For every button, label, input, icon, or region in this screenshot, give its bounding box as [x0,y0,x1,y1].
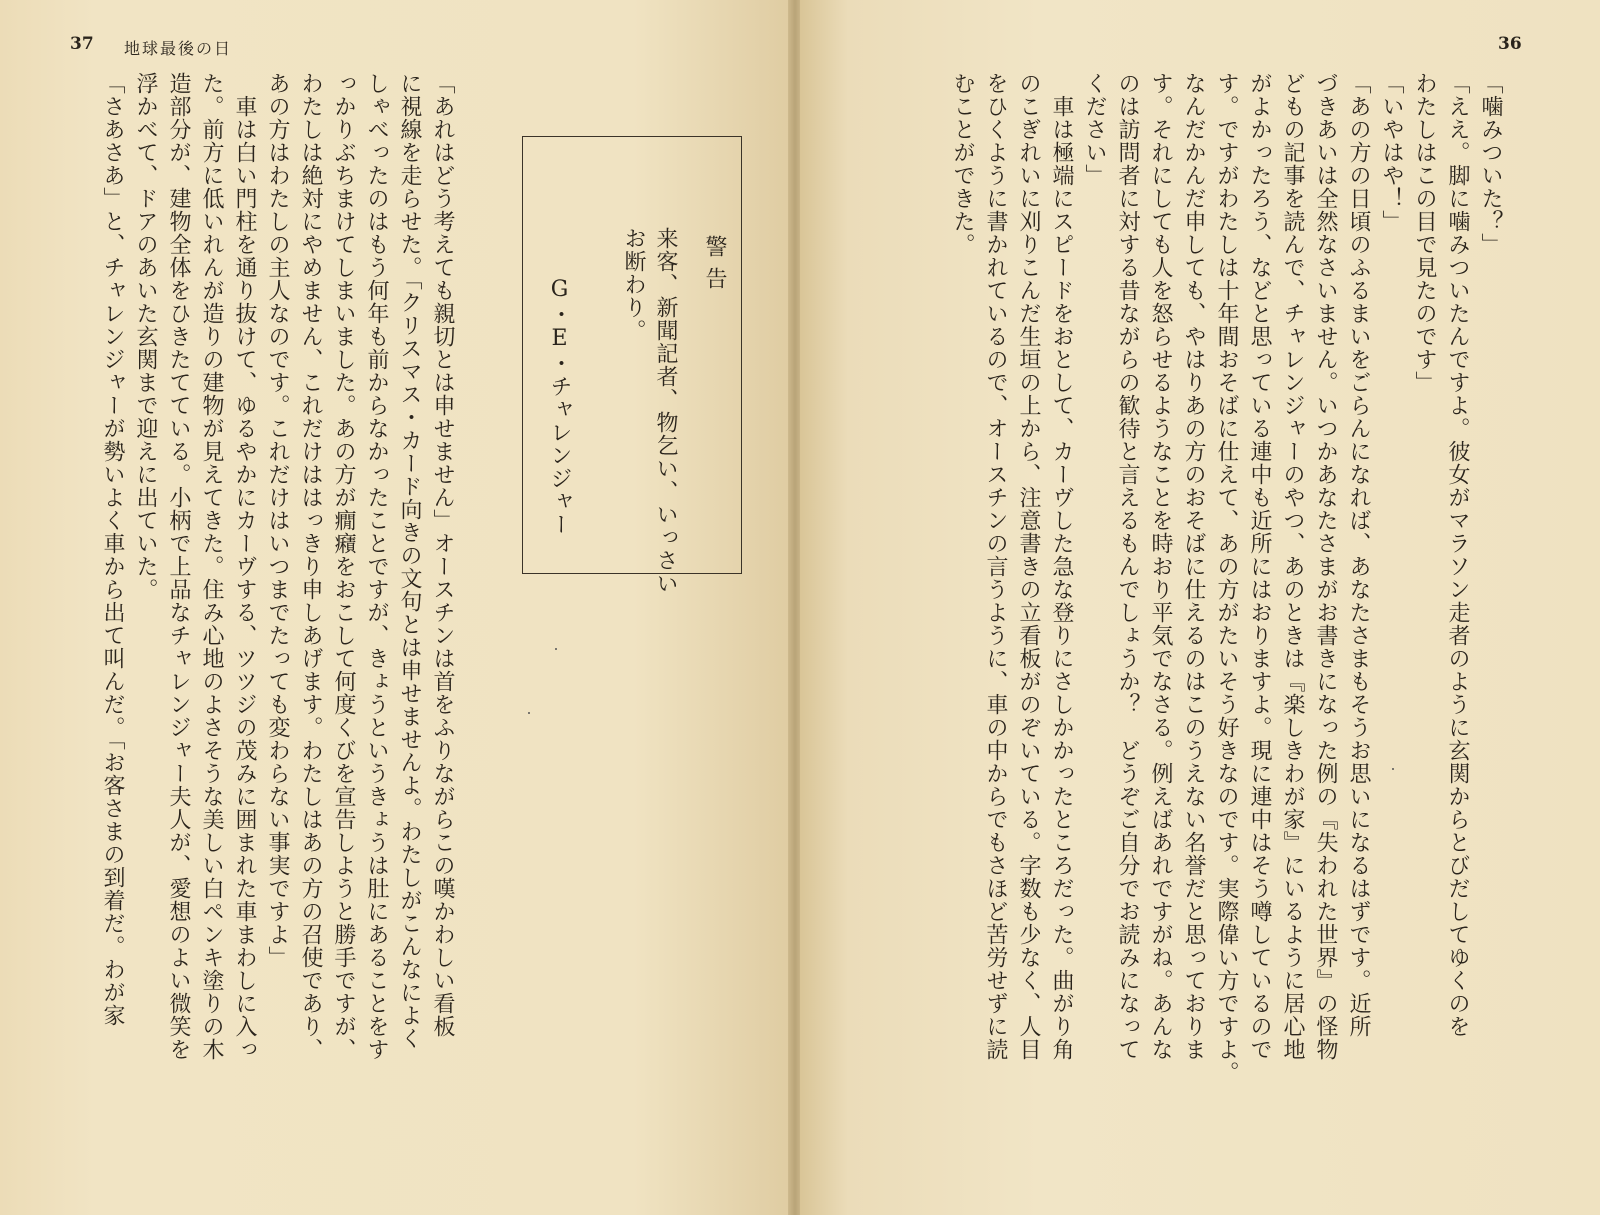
text-column: た。前方に低いれんが造りの建物が見えてきた。住み心地のよさそうな美しい白ペンキ塗りの木 [199,72,224,1061]
text-column: わたしはこの目で見たのです」 [1412,72,1437,394]
text-column: 「あれはどう考えても親切とは申せません」オースチンは首をふりながらこの嘆かわしい看板 [430,72,455,1038]
text-column: 「いやはや！」 [1379,72,1404,233]
text-column: のは訪問者に対する昔ながらの歓待と言えるもんでしょうか？ どうぞご自分でお読みになって [1115,72,1140,1061]
text-column: に視線を走らせた。「クリスマス・カード向きの文句とは申せませんよ。わたしがこんなによく [397,72,422,1050]
speck [528,712,530,714]
text-column: 「さあさあ」と、チャレンジャーが勢いよく車から出て叫んだ。「お客さまの到着だ。わが家 [100,72,125,1027]
text-column: あの方はわたしの主人なのです。これだけはいつまでたっても変わらない事実ですよ」 [265,72,290,969]
text-column: がよかったろう、などと思っている連中も近所にはおりますよ。現に連中はそう噂しているので [1247,72,1272,1061]
text-column: 「噛みついた？」 [1478,72,1503,256]
text-column: 「ええ。脚に噛みついたんですよ。彼女がマラソン走者のように玄関からとびだしてゆくのを [1445,72,1470,1038]
text-column: 車は白い門柱を通り抜けて、ゆるやかにカーヴする、ツツジの茂みに囲まれた車まわしに入っ [232,72,257,1061]
speck [555,648,557,650]
text-column: むことができた。 [950,72,975,256]
notice-signature: G・E・チャレンジャー [547,277,572,536]
warning-notice-box [522,136,742,595]
page-number-left: 37 [70,34,94,54]
left-page [0,0,792,1215]
text-column: 車は極端にスピードをおとして、カーヴした急な登りにさしかかったところだった。曲がり角 [1049,72,1074,1061]
running-title: 地球最後の日 [124,39,233,58]
text-column: づきあいは全然なさいません。いつかあなたさまがお書きになった例の『失われた世界』の怪物 [1313,72,1338,1061]
text-column: 「あの方の日頃のふるまいをごらんになれば、あなたさまもそうお思いになるはずです。近所 [1346,72,1371,1038]
text-column: しゃべったのはもう何年も前からなかったことですが、きょうというきょうは肚にあることをす [364,72,389,1061]
text-column: ください」 [1082,72,1107,187]
page-number-right: 36 [1498,34,1522,54]
speck [1392,768,1394,770]
text-column: のこぎれいに刈りこんだ生垣の上から、注意書きの立看板がのぞいている。字数も少なく、人目 [1016,72,1041,1061]
text-column: す。ですがわたしは十年間おそばに仕えて、あの方がたいそう好きなのです。実際偉い方ですよ。 [1214,72,1239,1084]
text-column: どもの記事を読んで、チャレンジャーのやつ、あのときは『楽しきわが家』にいるように居心地 [1280,72,1305,1061]
text-column: っかりぶちまけてしまいました。あの方が癇癪をおこして何度くびを宣告しようと勝手ですが、 [331,72,356,1061]
text-column: 浮かべて、ドアのあいた玄関まで迎えに出ていた。 [133,72,158,601]
text-column: をひくように書かれているので、オースチンの言うように、車の中からでもさほど苦労せずに読 [983,72,1008,1061]
text-column: す。それにしても人を怒らせるようなことを時おり平気でなさる。例えばあれですがね。あんな [1148,72,1173,1061]
text-column: 造部分が、建物全体をひきたてている。小柄で上品なチャレンジャー夫人が、愛想のよい微笑を [166,72,191,1061]
notice-line: 来客、新聞記者、物乞い、いっさい [653,227,678,595]
text-column: わたしは絶対にやめません、これだけははっきり申しあげます。わたしはあの方の召使であり、 [298,72,323,1061]
notice-line: お断わり。 [621,227,646,342]
right-page [800,0,1600,1215]
text-column: なんだかんだ申しても、やはりあの方のおそばに仕えるのはこのうえない名誉だと思っておりま [1181,72,1206,1061]
notice-title: 警告 [702,235,727,299]
